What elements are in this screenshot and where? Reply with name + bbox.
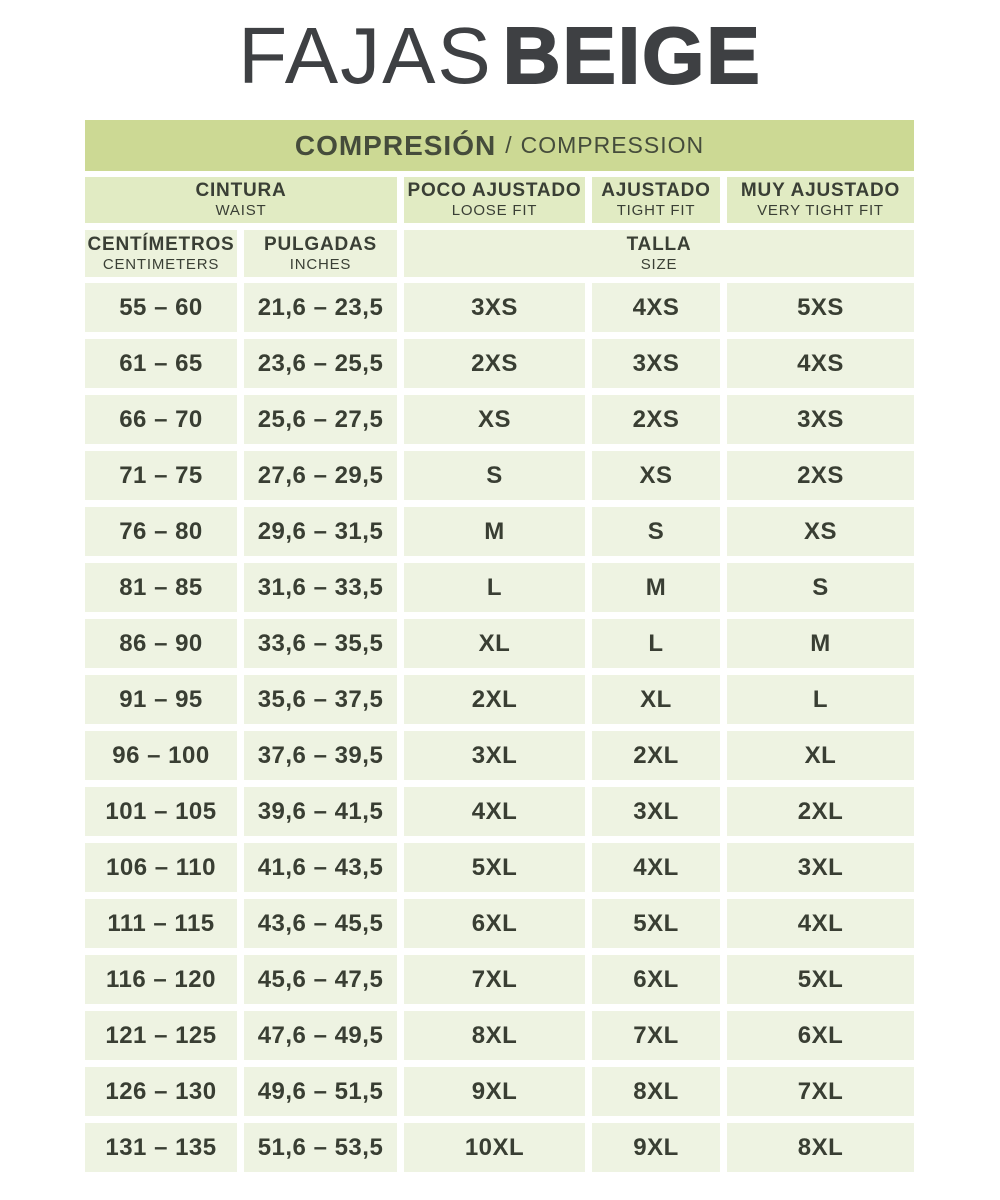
header-pulgadas	[244, 230, 397, 277]
header-cintura-en: WAIST	[215, 202, 267, 220]
header-poco-ajustado-es: POCO AJUSTADO	[407, 180, 582, 202]
table-cell: 9XL	[592, 1123, 720, 1172]
table-cell: 31,6 – 33,5	[244, 563, 397, 612]
table-row	[85, 1067, 914, 1116]
table-cell: L	[592, 619, 720, 668]
table-cell: 7XL	[404, 955, 585, 1004]
table-cell: 116 – 120	[85, 955, 237, 1004]
table-cell: M	[592, 563, 720, 612]
table-cell: 131 – 135	[85, 1123, 237, 1172]
table-cell: S	[727, 563, 914, 612]
table-cell: 7XL	[727, 1067, 914, 1116]
table-cell: 3XS	[404, 283, 585, 332]
table-cell: 10XL	[404, 1123, 585, 1172]
table-cell: 96 – 100	[85, 731, 237, 780]
table-cell: 49,6 – 51,5	[244, 1067, 397, 1116]
table-row	[85, 787, 914, 836]
header-cintura-es: CINTURA	[195, 180, 287, 202]
table-cell: 76 – 80	[85, 507, 237, 556]
table-row	[85, 283, 914, 332]
table-cell: 39,6 – 41,5	[244, 787, 397, 836]
table-body	[85, 283, 914, 1172]
header-poco-ajustado	[404, 177, 585, 223]
table-cell: 37,6 – 39,5	[244, 731, 397, 780]
table-cell: 4XL	[404, 787, 585, 836]
table-cell: 2XL	[404, 675, 585, 724]
table-cell: 3XL	[727, 843, 914, 892]
table-cell: 55 – 60	[85, 283, 237, 332]
table-cell: 8XL	[727, 1123, 914, 1172]
table-row	[85, 1011, 914, 1060]
table-row	[85, 955, 914, 1004]
table-cell: 45,6 – 47,5	[244, 955, 397, 1004]
header-muy-ajustado-es: MUY AJUSTADO	[740, 180, 901, 202]
header-row-units	[85, 230, 914, 277]
table-row	[85, 843, 914, 892]
header-ajustado-es: AJUSTADO	[601, 180, 711, 202]
table-cell: XL	[404, 619, 585, 668]
table-cell: 3XS	[727, 395, 914, 444]
header-talla	[404, 230, 914, 277]
compression-header-bar	[85, 120, 914, 171]
table-row	[85, 507, 914, 556]
header-row-fit-levels	[85, 177, 914, 223]
table-cell: 7XL	[592, 1011, 720, 1060]
table-cell: XL	[592, 675, 720, 724]
table-cell: 81 – 85	[85, 563, 237, 612]
table-row	[85, 731, 914, 780]
table-row	[85, 563, 914, 612]
table-cell: 4XL	[592, 843, 720, 892]
table-cell: 29,6 – 31,5	[244, 507, 397, 556]
header-centimetros-en: CENTIMETERS	[102, 255, 220, 273]
table-cell: 61 – 65	[85, 339, 237, 388]
table-cell: 2XL	[592, 731, 720, 780]
header-pulgadas-es: PULGADAS	[263, 233, 377, 255]
header-muy-ajustado	[727, 177, 914, 223]
table-cell: 2XS	[727, 451, 914, 500]
table-cell: 6XL	[404, 899, 585, 948]
table-cell: 9XL	[404, 1067, 585, 1116]
table-cell: 4XL	[727, 899, 914, 948]
header-cintura	[85, 177, 397, 223]
table-cell: 8XL	[404, 1011, 585, 1060]
table-cell: 27,6 – 29,5	[244, 451, 397, 500]
table-cell: 91 – 95	[85, 675, 237, 724]
table-cell: 6XL	[592, 955, 720, 1004]
table-cell: 6XL	[727, 1011, 914, 1060]
table-row	[85, 1123, 914, 1172]
table-cell: 23,6 – 25,5	[244, 339, 397, 388]
header-talla-en: SIZE	[640, 255, 678, 273]
table-cell: 5XL	[592, 899, 720, 948]
table-cell: 86 – 90	[85, 619, 237, 668]
header-centimetros	[85, 230, 237, 277]
header-poco-ajustado-en: LOOSE FIT	[451, 202, 538, 220]
table-cell: XS	[404, 395, 585, 444]
table-cell: 25,6 – 27,5	[244, 395, 397, 444]
table-cell: 8XL	[592, 1067, 720, 1116]
header-ajustado-en: TIGHT FIT	[616, 202, 696, 220]
table-cell: 106 – 110	[85, 843, 237, 892]
page-title	[0, 11, 1000, 100]
table-row	[85, 619, 914, 668]
table-cell: L	[727, 675, 914, 724]
header-pulgadas-en: INCHES	[289, 255, 352, 273]
title-word-fajas: FAJAS	[238, 11, 493, 100]
table-cell: 2XS	[404, 339, 585, 388]
table-cell: L	[404, 563, 585, 612]
table-cell: S	[592, 507, 720, 556]
table-row	[85, 899, 914, 948]
table-row	[85, 675, 914, 724]
compression-label-es: COMPRESIÓN	[294, 129, 497, 161]
compression-label-en: COMPRESSION	[520, 132, 705, 158]
table-cell: M	[404, 507, 585, 556]
table-cell: 66 – 70	[85, 395, 237, 444]
table-cell: XS	[727, 507, 914, 556]
table-cell: 71 – 75	[85, 451, 237, 500]
table-row	[85, 451, 914, 500]
table-cell: 126 – 130	[85, 1067, 237, 1116]
table-cell: 3XL	[404, 731, 585, 780]
header-talla-es: TALLA	[626, 233, 692, 255]
compression-size-table	[85, 120, 914, 1179]
table-cell: 4XS	[727, 339, 914, 388]
table-cell: 5XS	[727, 283, 914, 332]
header-ajustado	[592, 177, 720, 223]
table-cell: 5XL	[727, 955, 914, 1004]
table-cell: 41,6 – 43,5	[244, 843, 397, 892]
table-cell: S	[404, 451, 585, 500]
table-cell: 121 – 125	[85, 1011, 237, 1060]
table-cell: 51,6 – 53,5	[244, 1123, 397, 1172]
compression-label-separator: /	[505, 132, 512, 158]
table-cell: 33,6 – 35,5	[244, 619, 397, 668]
table-cell: 2XS	[592, 395, 720, 444]
header-muy-ajustado-en: VERY TIGHT FIT	[757, 202, 884, 220]
table-row	[85, 395, 914, 444]
table-cell: 2XL	[727, 787, 914, 836]
table-cell: 111 – 115	[85, 899, 237, 948]
table-cell: XL	[727, 731, 914, 780]
table-cell: 35,6 – 37,5	[244, 675, 397, 724]
table-cell: 5XL	[404, 843, 585, 892]
header-centimetros-es: CENTÍMETROS	[87, 233, 235, 255]
table-cell: 21,6 – 23,5	[244, 283, 397, 332]
title-word-beige: BEIGE	[502, 11, 762, 100]
table-cell: 101 – 105	[85, 787, 237, 836]
table-cell: XS	[592, 451, 720, 500]
table-row	[85, 339, 914, 388]
table-cell: 3XS	[592, 339, 720, 388]
table-cell: M	[727, 619, 914, 668]
table-cell: 43,6 – 45,5	[244, 899, 397, 948]
table-cell: 3XL	[592, 787, 720, 836]
table-cell: 4XS	[592, 283, 720, 332]
table-cell: 47,6 – 49,5	[244, 1011, 397, 1060]
